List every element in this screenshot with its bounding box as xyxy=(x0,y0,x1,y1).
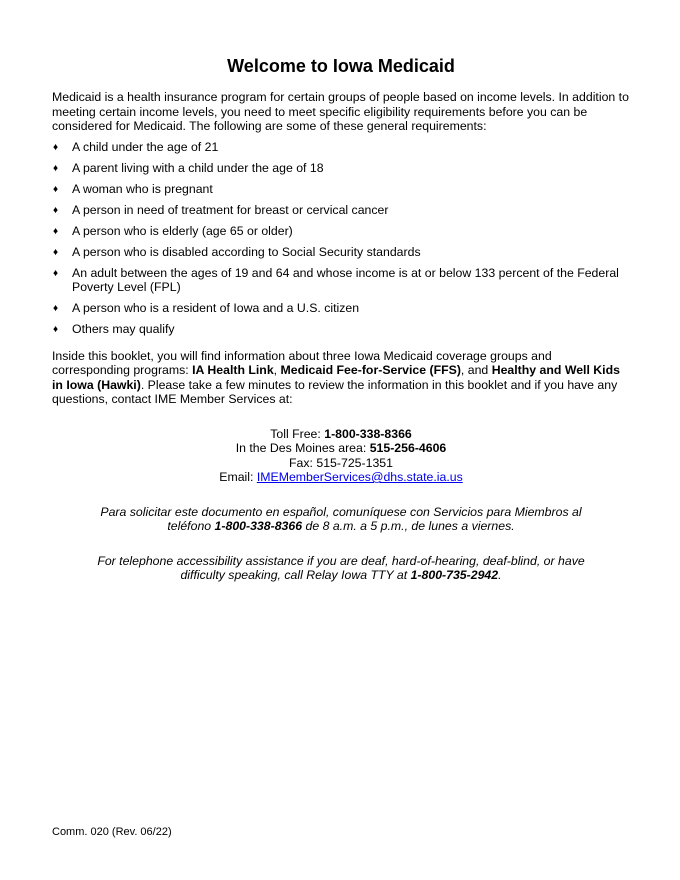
requirement-text: Others may qualify xyxy=(72,322,175,336)
toll-free-label: Toll Free: xyxy=(270,426,325,441)
requirement-text: A person who is elderly (age 65 or older) xyxy=(72,223,293,238)
requirements-list xyxy=(52,140,630,337)
fax-number: 515-725-1351 xyxy=(316,455,393,470)
programs-paragraph xyxy=(52,349,630,407)
program-ia-health-link: IA Health Link xyxy=(192,363,274,377)
tty-note-phone: 1-800-735-2942 xyxy=(410,568,499,582)
spanish-note-tail: de 8 a.m. a 5 p.m., de lunes a viernes. xyxy=(302,519,515,533)
toll-free-line xyxy=(52,427,630,442)
requirement-text: A person who is disabled according to Social Security standards xyxy=(72,244,421,259)
des-moines-label: In the Des Moines area: xyxy=(235,441,370,455)
program-hawki: Healthy and Well Kids in Iowa (Hawki) xyxy=(52,363,620,392)
document-body xyxy=(52,55,630,583)
diamond-bullet-icon: ♦ xyxy=(53,324,59,335)
programs-tail: . Please take a few minutes to review the information in this booklet and if you have any questions, contact IME Member Services at: xyxy=(52,377,618,406)
email-line xyxy=(52,470,630,485)
diamond-bullet-icon: ♦ xyxy=(53,303,59,314)
page-title: Welcome to Iowa Medicaid xyxy=(227,56,455,76)
requirement-text: A child under the age of 21 xyxy=(72,139,219,154)
requirement-item xyxy=(52,224,630,239)
toll-free-number: 1-800-338-8366 xyxy=(324,426,412,441)
tty-note-text: For telephone accessibility assistance if you are deaf, hard-of-hearing, deaf-blind, or have difficulty speaking, call Relay Iowa TTY at xyxy=(97,553,585,582)
programs-lead: Inside this booklet, you will find information about three Iowa Medicaid coverage groups and corresponding programs: xyxy=(52,348,552,377)
requirement-item xyxy=(52,161,630,176)
programs-separator: , and xyxy=(460,363,492,377)
diamond-bullet-icon: ♦ xyxy=(53,183,59,195)
diamond-bullet-icon: ♦ xyxy=(53,267,59,279)
footer-revision: Comm. 020 (Rev. 06/22) xyxy=(52,826,172,838)
requirement-text: An adult between the ages of 19 and 64 and whose income is at or below 133 percent of the Federal Poverty Level (FPL) xyxy=(72,265,619,294)
email-link[interactable]: IMEMemberServices@dhs.state.ia.us xyxy=(256,470,463,484)
diamond-bullet-icon: ♦ xyxy=(53,204,59,216)
diamond-bullet-icon: ♦ xyxy=(53,246,59,258)
requirement-item xyxy=(52,266,630,295)
program-ffs: Medicaid Fee-for-Service (FFS) xyxy=(280,363,461,377)
requirement-item xyxy=(52,203,630,218)
requirement-text: A woman who is pregnant xyxy=(72,181,213,196)
diamond-bullet-icon: ♦ xyxy=(53,141,59,153)
requirement-text: A parent living with a child under the age of 18 xyxy=(72,160,324,175)
des-moines-line xyxy=(52,441,630,456)
spanish-note-text: Para solicitar este documento en español, comuníquese con Servicios para Miembros al teléfono xyxy=(100,504,582,533)
contact-block xyxy=(52,427,630,485)
spanish-note xyxy=(91,505,591,534)
intro-paragraph: Medicaid is a health insurance program for certain groups of people based on income levels. In addition to meeting certain income levels, you need to meet specific eligibility requirements before you can be considered for Medicaid. The following are some of these general requirements: xyxy=(52,90,629,133)
requirement-text: A person in need of treatment for breast or cervical cancer xyxy=(72,202,389,217)
requirement-item xyxy=(52,140,630,155)
requirement-item xyxy=(52,182,630,197)
requirement-text: A person who is a resident of Iowa and a U.S. citizen xyxy=(72,301,360,315)
fax-label: Fax: xyxy=(289,455,317,470)
programs-separator: , xyxy=(273,363,281,377)
des-moines-number: 515-256-4606 xyxy=(369,441,447,455)
requirement-item xyxy=(52,322,630,337)
requirement-item xyxy=(52,301,630,316)
email-label: Email: xyxy=(219,470,257,484)
fax-line xyxy=(52,456,630,471)
diamond-bullet-icon: ♦ xyxy=(53,162,59,174)
tty-note-tail: . xyxy=(498,568,502,582)
spanish-note-phone: 1-800-338-8366 xyxy=(214,519,303,533)
diamond-bullet-icon: ♦ xyxy=(53,225,59,237)
tty-note xyxy=(91,554,591,583)
requirement-item xyxy=(52,245,630,260)
